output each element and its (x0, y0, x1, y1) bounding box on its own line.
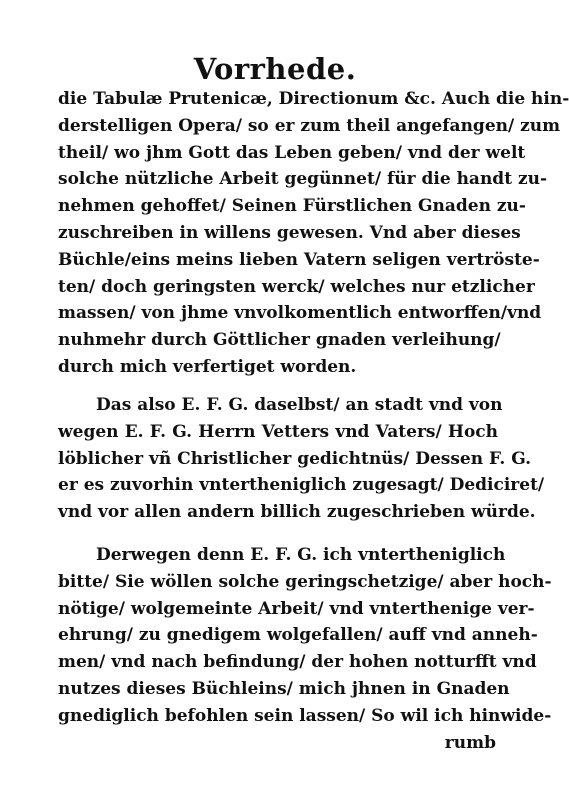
catchword: rumb (444, 732, 496, 753)
text-line: Das also E. F. G. daselbst/ an stadt vnd von (96, 395, 503, 415)
text-line: vnd vor allen andern billich zugeschrieben würde. (58, 502, 536, 523)
page-heading: Vorrhede. (193, 52, 357, 86)
text-line: Büchle/eins meins lieben Vatern seligen vertröste- (58, 249, 540, 270)
text-line: löblicher vñ Christlicher gedichtnüs/ Dessen F. G. (58, 448, 532, 469)
text-line: theil/ wo jhm Gott das Leben geben/ vnd der welt (58, 142, 526, 163)
text-line: nuhmehr durch Göttlicher gnaden verleihung/ (58, 330, 501, 351)
text-line: massen/ von jhme vnvolkomentlich entworffen/vnd (58, 303, 542, 324)
text-line: ehrung/ zu gnedigem wolgefallen/ auff vnd anneh- (58, 625, 538, 646)
text-line: nötige/ wolgemeinte Arbeit/ vnd vnterthenige ver- (58, 598, 535, 619)
text-line: bitte/ Sie wöllen solche geringschetzige/ aber hoch- (58, 571, 552, 592)
text-line: durch mich verfertiget worden. (58, 356, 357, 377)
text-line: derstelligen Opera/ so er zum theil angefangen/ zum (58, 115, 561, 136)
text-line: men/ vnd nach befindung/ der hohen notturfft vnd (58, 652, 537, 673)
paragraph-3 (58, 542, 552, 756)
text-line: nutzes dieses Büchleins/ mich jhnen in Gnaden (58, 678, 510, 699)
text-line: solche nützliche Arbeit gegünnet/ für die handt zu- (58, 169, 548, 190)
text-line: Derwegen denn E. F. G. ich vntertheniglich (96, 545, 506, 565)
text-line: ten/ doch geringsten werck/ welches nur etzlicher (58, 276, 535, 297)
text-line: wegen E. F. G. Herrn Vetters vnd Vaters/ Hoch (58, 421, 498, 442)
paragraph-2 (58, 392, 545, 526)
text-line: er es zuvorhin vntertheniglich zugesagt/ Dediciret/ (58, 475, 545, 496)
text-line: nehmen gehoffet/ Seinen Fürstlichen Gnaden zu- (58, 196, 526, 217)
text-line: die Tabulæ Prutenicæ, Directionum &c. Auch die hin- (58, 89, 569, 109)
text-line: gnediglich befohlen sein lassen/ So wil ich hinwide- (58, 705, 552, 726)
text-line: zuschreiben in willens gewesen. Vnd aber dieses (58, 222, 521, 243)
paragraph-1 (58, 86, 569, 381)
